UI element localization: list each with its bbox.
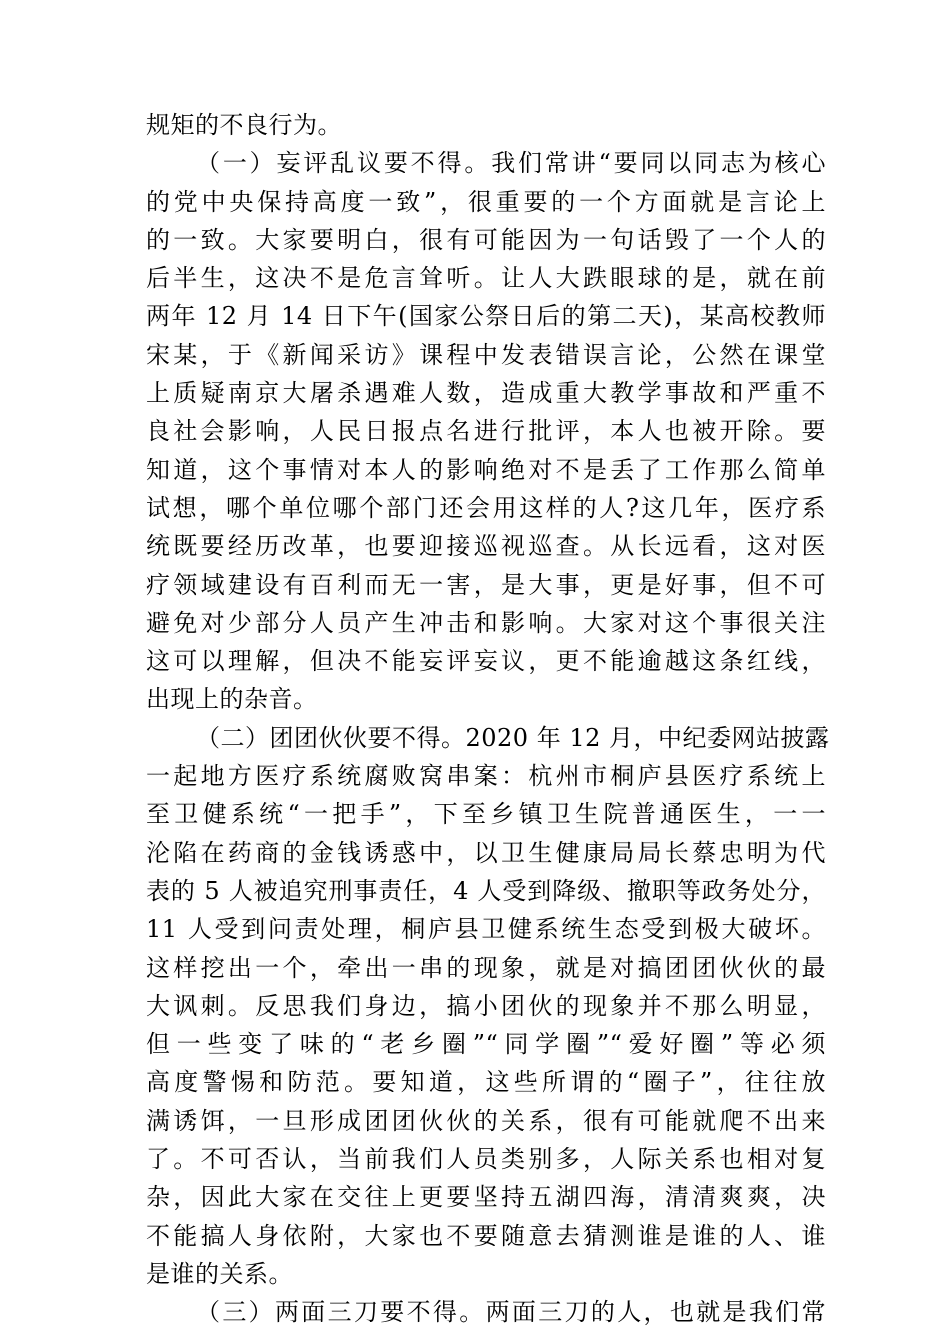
body-text — [146, 106, 830, 1332]
text-line: 的一致。大家要明白，很有可能因为一句话毁了一个人的 — [146, 225, 826, 254]
text-line: （一）妄评乱议要不得。我们常讲“要同以同志为核心 — [196, 149, 826, 178]
text-line: 表的 5 人被追究刑事责任，4 人受到降级、撤职等政务处分， — [146, 876, 826, 905]
text-line: 良社会影响，人民日报点名进行批评，本人也被开除。要 — [146, 417, 826, 446]
text-line: 了。不可否认，当前我们人员类别多，人际关系也相对复 — [146, 1145, 826, 1174]
text-line: 的党中央保持高度一致”，很重要的一个方面就是言论上 — [146, 187, 826, 216]
text-line: 宋某，于《新闻采访》课程中发表错误言论，公然在课堂 — [146, 340, 826, 369]
text-line: 这样挖出一个，牵出一串的现象，就是对搞团团伙伙的最 — [146, 953, 826, 982]
text-line: 杂，因此大家在交往上更要坚持五湖四海，清清爽爽，决 — [146, 1183, 826, 1212]
text-line: 后半生，这决不是危言耸听。让人大跌眼球的是，就在前 — [146, 264, 826, 293]
text-line: 知道，这个事情对本人的影响绝对不是丢了工作那么简单 — [146, 455, 826, 484]
text-line: 高度警惕和防范。要知道，这些所谓的“圈子”，往往放 — [146, 1068, 826, 1097]
text-line: 但一些变了味的“老乡圈”“同学圈”“爱好圈”等必须 — [146, 1030, 826, 1059]
text-line: （三）两面三刀要不得。两面三刀的人，也就是我们常 — [196, 1298, 826, 1327]
text-line: 大讽刺。反思我们身边，搞小团伙的现象并不那么明显， — [146, 991, 826, 1020]
text-line: 上质疑南京大屠杀遇难人数，造成重大教学事故和严重不 — [146, 379, 826, 408]
text-line: 至卫健系统“一把手”，下至乡镇卫生院普通医生，一一 — [146, 800, 826, 829]
text-line: 疗领域建设有百利而无一害，是大事，更是好事，但不可 — [146, 570, 826, 599]
text-line: 避免对少部分人员产生冲击和影响。大家对这个事很关注 — [146, 608, 826, 637]
text-line: 这可以理解，但决不能妄评妄议，更不能逾越这条红线， — [146, 647, 826, 676]
text-line: 沦陷在药商的金钱诱惑中，以卫生健康局局长蔡忠明为代 — [146, 838, 826, 867]
text-line: 试想，哪个单位哪个部门还会用这样的人?这几年，医疗系 — [146, 493, 826, 522]
text-line: 统既要经历改革，也要迎接巡视巡查。从长远看，这对医 — [146, 532, 826, 561]
text-line: 两年 12 月 14 日下午(国家公祭日后的第二天)，某高校教师 — [146, 302, 826, 331]
text-line: 11 人受到问责处理，桐庐县卫健系统生态受到极大破坏。 — [146, 915, 826, 944]
text-line: 是谁的关系。 — [146, 1259, 293, 1288]
text-line: 不能搞人身依附，大家也不要随意去猜测谁是谁的人、谁 — [146, 1221, 826, 1250]
text-line: 规矩的不良行为。 — [146, 111, 342, 139]
text-line: 满诱饵，一旦形成团团伙伙的关系，很有可能就爬不出来 — [146, 1106, 826, 1135]
text-line: 一起地方医疗系统腐败窝串案：杭州市桐庐县医疗系统上 — [146, 762, 826, 791]
text-line: （二）团团伙伙要不得。2020 年 12 月，中纪委网站披露 — [196, 723, 830, 752]
text-line: 出现上的杂音。 — [146, 685, 318, 714]
